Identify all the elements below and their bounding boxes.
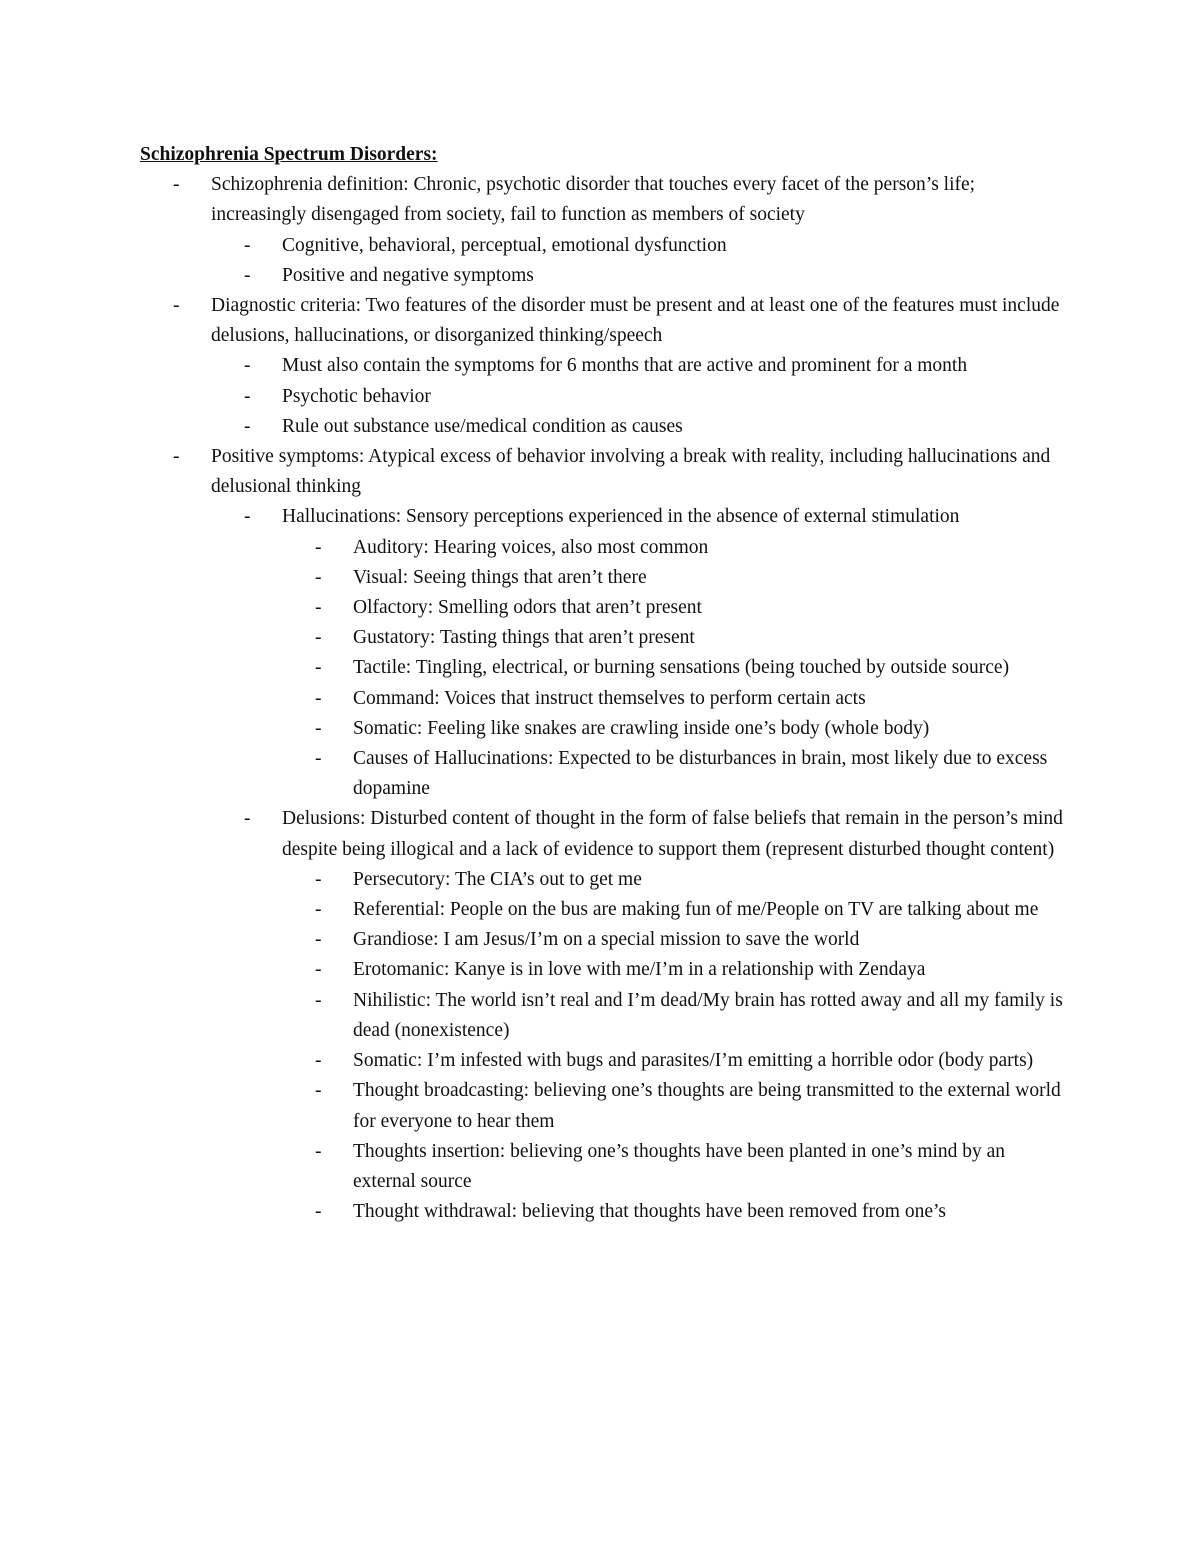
list-item [140, 744, 1070, 804]
bullet-dash: - [315, 627, 322, 649]
list-item [140, 1076, 1070, 1136]
list-item-text: Referential: People on the bus are making fun of me/People on TV are talking about me [353, 899, 1039, 921]
list-item [140, 623, 1070, 653]
list-item [140, 955, 1070, 985]
bullet-dash: - [315, 989, 322, 1011]
list-item-text: Delusions: Disturbed content of thought in the form of false beliefs that remain in the person’s mind despite being illogical and a lack of evidence to support them (represent disturbed thought content) [282, 808, 1063, 860]
bullet-dash: - [244, 385, 251, 407]
bullet-dash: - [315, 566, 322, 588]
bullet-dash: - [315, 1050, 322, 1072]
bullet-dash: - [173, 174, 180, 196]
list-item-text: Hallucinations: Sensory perceptions experienced in the absence of external stimulation [282, 506, 960, 528]
list-item-text: Tactile: Tingling, electrical, or burning sensations (being touched by outside source) [353, 657, 1010, 679]
bullet-dash: - [173, 446, 180, 468]
list-item-text: Schizophrenia definition: Chronic, psychotic disorder that touches every facet of the person’s life; increasingly disengaged from society, fail to function as members of society [211, 174, 976, 226]
list-item-text: Causes of Hallucinations: Expected to be disturbances in brain, most likely due to excess dopamine [353, 748, 1048, 800]
list-item-text: Positive symptoms: Atypical excess of behavior involving a break with reality, including hallucinations and delusional thinking [211, 446, 1051, 498]
list-item [140, 502, 1070, 532]
list-item [140, 533, 1070, 563]
bullet-dash: - [244, 506, 251, 528]
list-item [140, 925, 1070, 955]
bullet-dash: - [315, 717, 322, 739]
list-item-text: Somatic: I’m infested with bugs and parasites/I’m emitting a horrible odor (body parts) [353, 1050, 1034, 1072]
bullet-dash: - [244, 415, 251, 437]
bullet-dash: - [315, 687, 322, 709]
list-item [140, 231, 1070, 261]
list-item-text: Somatic: Feeling like snakes are crawling inside one’s body (whole body) [353, 717, 930, 739]
bullet-dash: - [315, 868, 322, 890]
list-item [140, 291, 1070, 351]
list-item [140, 382, 1070, 412]
list-item [140, 593, 1070, 623]
list-item [140, 986, 1070, 1046]
list-item-text: Grandiose: I am Jesus/I’m on a special mission to save the world [353, 929, 860, 951]
list-item-text: Positive and negative symptoms [282, 264, 534, 286]
list-item [140, 895, 1070, 925]
bullet-dash: - [315, 959, 322, 981]
list-item [140, 1197, 1070, 1227]
list-item [140, 684, 1070, 714]
list-item [140, 351, 1070, 381]
list-item-text: Psychotic behavior [282, 385, 431, 407]
list-item [140, 170, 1070, 230]
list-item [140, 865, 1070, 895]
list-item-text: Must also contain the symptoms for 6 months that are active and prominent for a month [282, 355, 968, 377]
list-item [140, 261, 1070, 291]
bullet-dash: - [315, 657, 322, 679]
list-item [140, 442, 1070, 502]
list-item [140, 563, 1070, 593]
list-item [140, 653, 1070, 683]
list-item-text: Auditory: Hearing voices, also most common [353, 536, 709, 558]
list-item-text: Diagnostic criteria: Two features of the disorder must be present and at least one of the features must include delusions, hallucinations, or disorganized thinking/speech [211, 295, 1060, 347]
list-item-text: Visual: Seeing things that aren’t there [353, 566, 647, 588]
list-item-text: Cognitive, behavioral, perceptual, emotional dysfunction [282, 234, 727, 256]
document-body [140, 140, 1070, 1227]
list-item [140, 804, 1070, 864]
list-item [140, 1046, 1070, 1076]
list-item-text: Gustatory: Tasting things that aren’t present [353, 627, 695, 649]
list-item [140, 714, 1070, 744]
page-title: Schizophrenia Spectrum Disorders: [140, 144, 438, 165]
bullet-dash: - [315, 1080, 322, 1102]
bullet-dash: - [315, 536, 322, 558]
list-item-text: Nihilistic: The world isn’t real and I’m dead/My brain has rotted away and all my family is dead (nonexistence) [353, 989, 1063, 1041]
bullet-dash: - [315, 929, 322, 951]
list-item-text: Thoughts insertion: believing one’s thoughts have been planted in one’s mind by an external source [353, 1140, 1006, 1192]
bullet-dash: - [244, 234, 251, 256]
list-item-text: Rule out substance use/medical condition as causes [282, 415, 683, 437]
bullet-dash: - [244, 355, 251, 377]
bullet-dash: - [315, 899, 322, 921]
bullet-dash: - [173, 295, 180, 317]
list-item-text: Thought broadcasting: believing one’s thoughts are being transmitted to the external world for everyone to hear them [353, 1080, 1061, 1132]
list-item-text: Olfactory: Smelling odors that aren’t present [353, 597, 702, 619]
bullet-dash: - [244, 264, 251, 286]
bullet-dash: - [244, 808, 251, 830]
bullet-dash: - [315, 1140, 322, 1162]
bullet-dash: - [315, 1201, 322, 1223]
bullet-dash: - [315, 597, 322, 619]
list-item [140, 1137, 1070, 1197]
bullet-list [140, 170, 1070, 1227]
list-item-text: Command: Voices that instruct themselves to perform certain acts [353, 687, 866, 709]
list-item-text: Thought withdrawal: believing that thoughts have been removed from one’s [353, 1201, 946, 1223]
list-item-text: Persecutory: The CIA’s out to get me [353, 868, 642, 890]
bullet-dash: - [315, 748, 322, 770]
list-item-text: Erotomanic: Kanye is in love with me/I’m in a relationship with Zendaya [353, 959, 926, 981]
list-item [140, 412, 1070, 442]
